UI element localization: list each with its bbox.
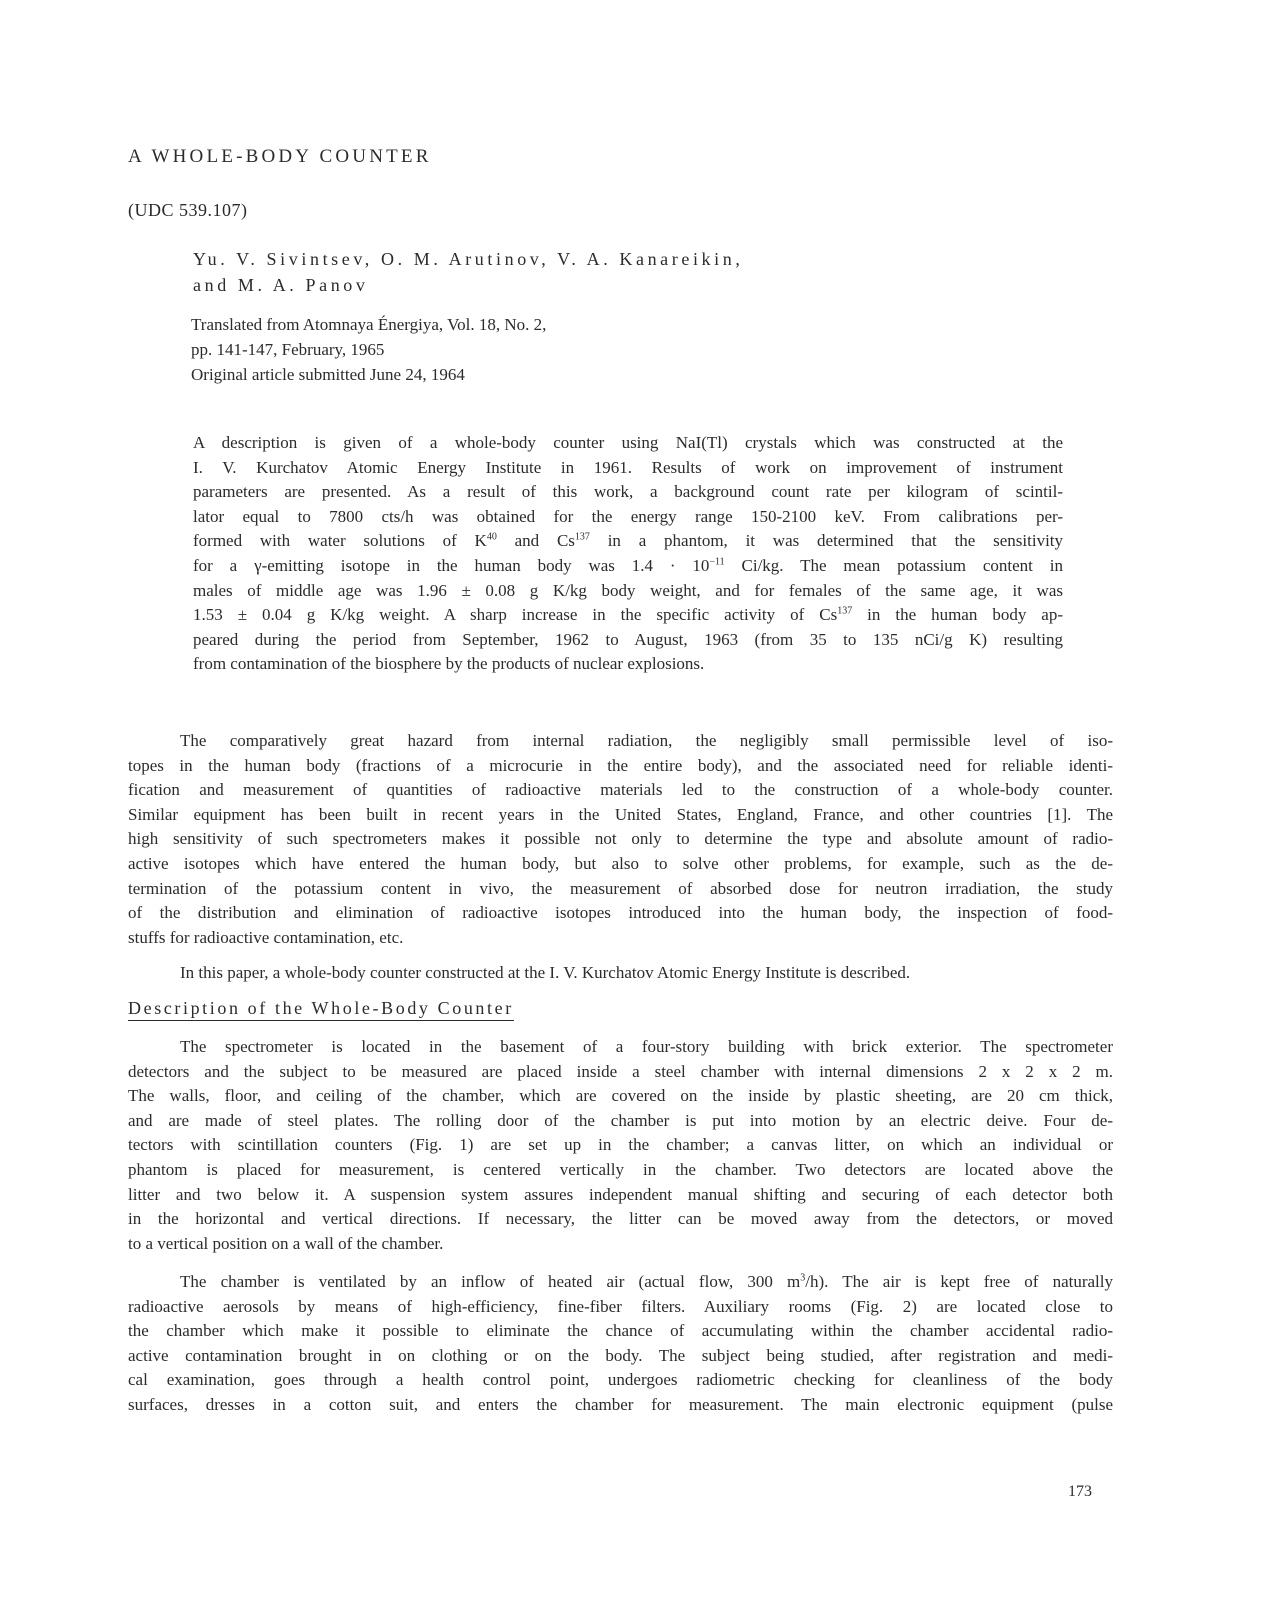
body-line: cal examination, goes through a health control point, undergoes radiometric checking for cleanliness of the body	[128, 1370, 1113, 1390]
body-line: active isotopes which have entered the human body, but also to solve other problems, for example, such as the de-	[128, 853, 1113, 873]
body-line: of the distribution and elimination of radioactive isotopes introduced into the human body, the inspection of food-	[128, 903, 1113, 923]
body-line: The comparatively great hazard from internal radiation, the negligibly small permissible level of iso-	[180, 731, 1113, 750]
body-line: fication and measurement of quantities of radioactive materials led to the construction of a whole-body counter.	[128, 780, 1113, 800]
body-line: and are made of steel plates. The rolling door of the chamber is put into motion by an electric deive. Four de-	[128, 1110, 1113, 1130]
intro-paragraph	[128, 729, 1113, 950]
body-line: to a vertical position on a wall of the chamber.	[128, 1233, 444, 1253]
abstract-line: parameters are presented. As a result of this work, a background count rate per kilogram of scintil-	[193, 482, 1063, 502]
abstract-line: A description is given of a whole-body counter using NaI(Tl) crystals which was constructed at the	[193, 433, 1063, 452]
body-line: Similar equipment has been built in recent years in the United States, England, France, and other countries [1]. The	[128, 804, 1113, 824]
text-run: for a γ-emitting isotope in the human body was 1.4 · 10	[193, 555, 710, 575]
article-title: A WHOLE-BODY COUNTER	[128, 146, 432, 167]
abstract-line	[193, 554, 1063, 579]
abstract-line: males of middle age was 1.96 ± 0.08 g K/kg body weight, and for females of the same age, it was	[193, 580, 1063, 600]
body-line: topes in the human body (fractions of a microcurie in the entire body), and the associated need for reliable identi-	[128, 755, 1113, 775]
text-run: The chamber is ventilated by an inflow of heated air (actual flow, 300 m	[180, 1272, 801, 1291]
body-line: phantom is placed for measurement, is centered vertically in the chamber. Two detectors are located above the	[128, 1159, 1113, 1179]
section-paragraph-2	[128, 1270, 1113, 1418]
body-line: surfaces, dresses in a cotton suit, and enters the chamber for measurement. The main electronic equipment (pulse	[128, 1394, 1113, 1414]
superscript: 40	[486, 531, 497, 543]
superscript: −11	[709, 556, 725, 568]
intro-paragraph-2	[128, 961, 1113, 986]
translation-line: Translated from Atomnaya Énergiya, Vol. 18, No. 2,	[191, 315, 547, 334]
text-run: in the human body ap-	[852, 605, 1063, 625]
abstract-line: from contamination of the biosphere by the products of nuclear explosions.	[193, 654, 705, 674]
abstract	[193, 431, 1063, 677]
body-line: detectors and the subject to be measured are placed inside a steel chamber with internal dimensions 2 x 2 x 2 m.	[128, 1061, 1113, 1081]
text-run: /h). The air is kept free of naturally	[805, 1272, 1113, 1291]
page-number: 173	[1068, 1483, 1092, 1500]
udc-code: (UDC 539.107)	[128, 200, 248, 220]
body-line	[128, 1270, 1113, 1295]
abstract-line	[193, 603, 1063, 628]
authors-block	[193, 246, 743, 298]
body-line: stuffs for radioactive contamination, etc.	[128, 927, 404, 947]
body-line: the chamber which make it possible to eliminate the chance of accumulating within the chamber accidental radio-	[128, 1321, 1113, 1341]
text-run: and Cs	[496, 531, 575, 551]
abstract-line	[193, 529, 1063, 554]
section-paragraph	[128, 1035, 1113, 1256]
translation-note	[191, 312, 546, 387]
superscript: 137	[837, 605, 853, 617]
body-line: The walls, floor, and ceiling of the chamber, which are covered on the inside by plastic sheeting, are 20 cm thick,	[128, 1086, 1113, 1106]
text-run: formed with water solutions of K	[193, 531, 487, 551]
body-line: active contamination brought in on clothing or on the body. The subject being studied, after registration and medi-	[128, 1345, 1113, 1365]
authors-line: Yu. V. Sivintsev, O. M. Arutinov, V. A. Kanareikin,	[193, 249, 744, 269]
body-line: litter and two below it. A suspension system assures independent manual shifting and securing of each detector both	[128, 1184, 1113, 1204]
body-line: In this paper, a whole-body counter constructed at the I. V. Kurchatov Atomic Energy Institute is described.	[180, 963, 911, 982]
superscript: 137	[574, 531, 590, 543]
text-run: 1.53 ± 0.04 g K/kg weight. A sharp increase in the specific activity of Cs	[193, 605, 838, 625]
submission-date: Original article submitted June 24, 1964	[191, 365, 465, 384]
text-run: in a phantom, it was determined that the sensitivity	[589, 531, 1064, 551]
abstract-line: peared during the period from September, 1962 to August, 1963 (from 35 to 135 nCi/g K) resulting	[193, 629, 1063, 649]
body-line: tectors with scintillation counters (Fig. 1) are set up in the chamber; a canvas litter, on which an individual or	[128, 1135, 1113, 1155]
superscript: 3	[800, 1272, 806, 1284]
body-line: The spectrometer is located in the basement of a four-story building with brick exterior. The spectrometer	[180, 1037, 1113, 1056]
authors-line: and M. A. Panov	[193, 275, 369, 295]
section-heading: Description of the Whole-Body Counter	[128, 998, 514, 1021]
body-line: termination of the potassium content in vivo, the measurement of absorbed dose for neutron irradiation, the study	[128, 878, 1113, 898]
abstract-line: I. V. Kurchatov Atomic Energy Institute in 1961. Results of work on improvement of instrument	[193, 457, 1063, 477]
text-run: Ci/kg. The mean potassium content in	[724, 555, 1063, 575]
body-line: radioactive aerosols by means of high-efficiency, fine-fiber filters. Auxiliary rooms (Fig. 2) are located close to	[128, 1296, 1113, 1316]
translation-line: pp. 141-147, February, 1965	[191, 340, 385, 359]
abstract-line: lator equal to 7800 cts/h was obtained for the energy range 150-2100 keV. From calibrations per-	[193, 506, 1063, 526]
body-line: high sensitivity of such spectrometers makes it possible not only to determine the type and absolute amount of radio-	[128, 829, 1113, 849]
body-line: in the horizontal and vertical directions. If necessary, the litter can be moved away from the detectors, or moved	[128, 1209, 1113, 1229]
